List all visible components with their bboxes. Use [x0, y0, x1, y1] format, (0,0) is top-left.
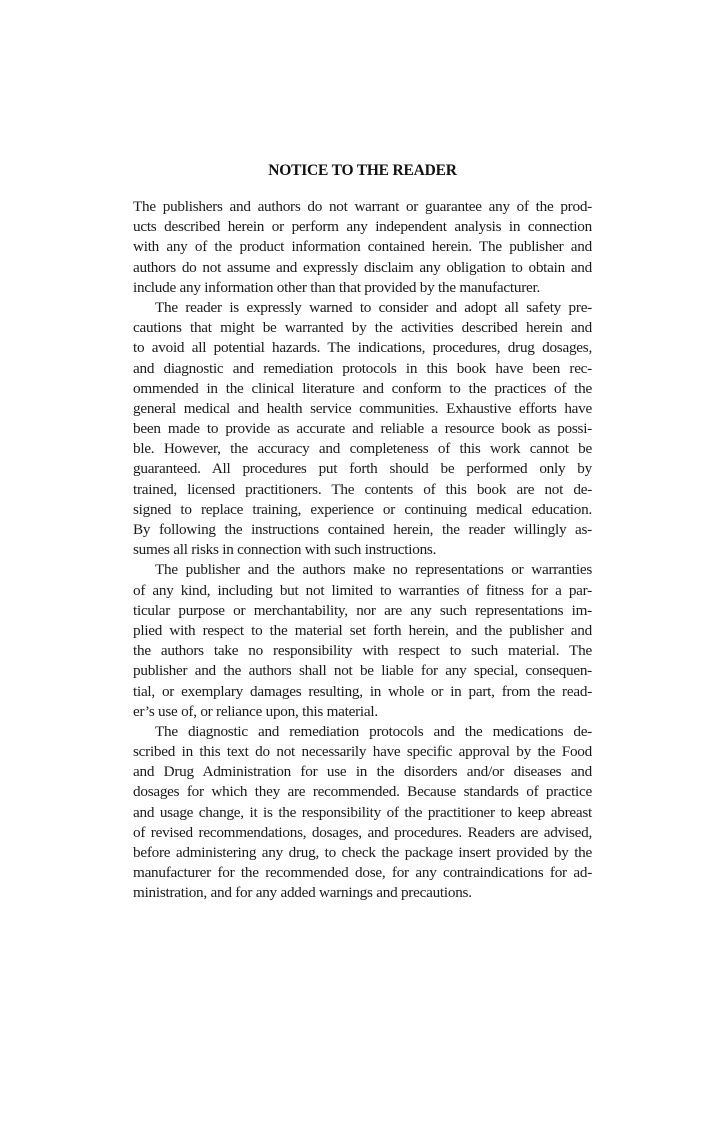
text-line: er’s use of, or reliance upon, this material. — [133, 702, 378, 720]
text-line: The publishers and authors do not warrant or guarantee any of the prod- — [133, 198, 592, 215]
text-line: plied with respect to the material set forth herein, and the publisher and — [133, 621, 592, 639]
paragraph-2 — [133, 298, 592, 560]
text-line: and Drug Administration for use in the disorders and/or diseases and — [133, 763, 592, 781]
text-line: ommended in the clinical literature and conform to the practices of the — [133, 379, 592, 397]
text-line: tial, or exemplary damages resulting, in whole or in part, from the read- — [133, 682, 592, 700]
paragraph-4 — [133, 722, 592, 904]
text-line: signed to replace training, experience or continuing medical education. — [133, 500, 592, 518]
text-line: dosages for which they are recommended. Because standards of practice — [133, 783, 592, 801]
text-line: trained, licensed practitioners. The contents of this book are not de- — [133, 480, 592, 498]
text-line: The diagnostic and remediation protocols and the medications de- — [155, 722, 592, 740]
text-line: the authors take no responsibility with respect to such material. The — [133, 642, 592, 660]
text-line: sumes all risks in connection with such instructions. — [133, 541, 437, 559]
text-line: publisher and the authors shall not be liable for any special, consequen- — [133, 662, 592, 680]
text-line: general medical and health service communities. Exhaustive efforts have — [133, 399, 592, 417]
text-line: ticular purpose or merchantability, nor are any such representations im- — [133, 601, 592, 619]
paragraph-1 — [133, 197, 592, 298]
text-line: The publisher and the authors make no representations or warranties — [155, 561, 592, 579]
text-line: The reader is expressly warned to consider and adopt all safety pre- — [155, 298, 592, 316]
text-line: scribed in this text do not necessarily have specific approval by the Food — [133, 743, 592, 761]
text-line: ministration, and for any added warnings and precautions. — [133, 884, 472, 902]
text-line: authors do not assume and expressly disclaim any obligation to obtain and — [133, 258, 592, 276]
text-line: include any information other than that provided by the manufacturer. — [133, 278, 541, 296]
text-line: and usage change, it is the responsibility of the practitioner to keep abreast — [133, 803, 592, 821]
text-line: and diagnostic and remediation protocols in this book have been rec- — [133, 359, 592, 377]
text-line: ucts described herein or perform any independent analysis in connection — [133, 218, 592, 236]
notice-body — [133, 197, 592, 904]
document-page — [133, 160, 592, 904]
text-line: to avoid all potential hazards. The indications, procedures, drug dosages, — [133, 339, 592, 357]
text-line: ble. However, the accuracy and completeness of this work cannot be — [133, 440, 592, 458]
text-line: cautions that might be warranted by the activities described herein and — [133, 319, 592, 337]
text-line: of any kind, including but not limited to warranties of fitness for a par- — [133, 581, 592, 599]
text-line: of revised recommendations, dosages, and procedures. Readers are advised, — [133, 823, 592, 841]
text-line: guaranteed. All procedures put forth should be performed only by — [133, 460, 592, 478]
text-line: By following the instructions contained herein, the reader willingly as- — [133, 521, 592, 538]
text-line: manufacturer for the recommended dose, for any contraindications for ad- — [133, 864, 592, 882]
text-line: before administering any drug, to check the package insert provided by the — [133, 844, 592, 861]
text-line: with any of the product information contained herein. The publisher and — [133, 238, 592, 256]
page-title: NOTICE TO THE READER — [268, 162, 457, 179]
text-line: been made to provide as accurate and reliable a resource book as possi- — [133, 420, 592, 438]
paragraph-3 — [133, 560, 592, 722]
